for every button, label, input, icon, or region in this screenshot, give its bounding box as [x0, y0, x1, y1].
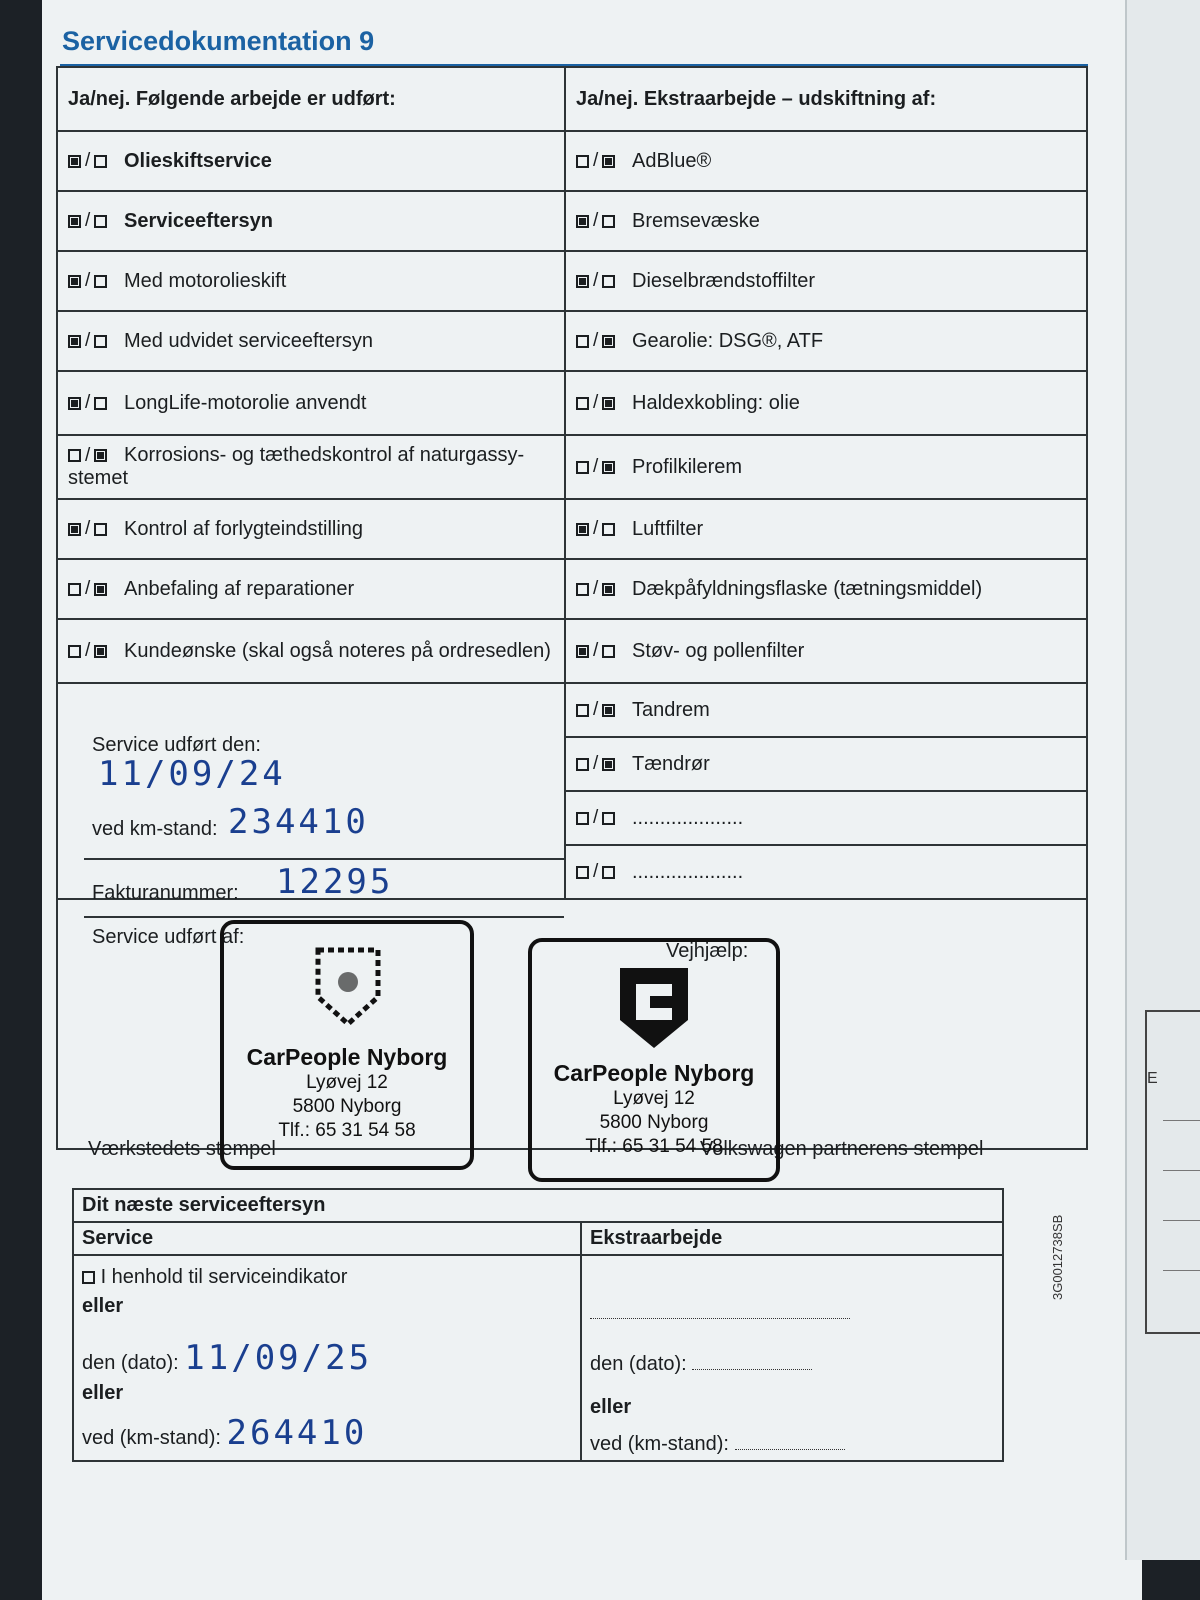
left-item-no-checkbox[interactable] — [94, 645, 107, 658]
left-item-yes-checkbox[interactable] — [68, 215, 81, 228]
slash-separator: / — [593, 150, 599, 172]
right-item-no-checkbox[interactable] — [602, 215, 615, 228]
left-item-label: Serviceeftersyn — [124, 209, 273, 232]
right-item-label: Profilkilerem — [632, 455, 743, 478]
adjacent-page-letter: E — [1147, 1070, 1158, 1087]
right-item-no-checkbox[interactable] — [602, 866, 615, 879]
left-item-label: Med motorolieskift — [124, 269, 287, 292]
slash-separator: / — [593, 699, 599, 721]
left-item-no-checkbox[interactable] — [94, 523, 107, 536]
left-item-yes-checkbox[interactable] — [68, 449, 81, 462]
right-item-no-checkbox[interactable] — [602, 397, 615, 410]
left-item-label: LongLife-motorolie anvendt — [124, 391, 367, 414]
right-item-no-checkbox[interactable] — [602, 583, 615, 596]
slash-separator: / — [593, 330, 599, 352]
slash-separator: / — [85, 578, 91, 600]
table-row — [57, 191, 1087, 251]
left-item-yes-checkbox[interactable] — [68, 397, 81, 410]
right-item-no-checkbox[interactable] — [602, 812, 615, 825]
right-item-yes-checkbox[interactable] — [576, 758, 589, 771]
right-item-no-checkbox[interactable] — [602, 155, 615, 168]
km-value: 234410 — [228, 802, 369, 842]
right-item — [565, 845, 1087, 899]
stamp-city: 5800 Nyborg — [599, 1112, 709, 1133]
slash-separator: / — [85, 640, 91, 662]
left-item-label: Kundeønske (skal også noteres på ordresedlen) — [124, 639, 551, 662]
next-service-col-left: Service — [73, 1222, 581, 1255]
left-item-no-checkbox[interactable] — [94, 335, 107, 348]
left-item-yes-checkbox[interactable] — [68, 523, 81, 536]
right-item-label: AdBlue® — [632, 149, 712, 172]
left-item — [57, 371, 565, 435]
slash-separator: / — [85, 444, 91, 466]
slash-separator: / — [85, 330, 91, 352]
right-item-no-checkbox[interactable] — [602, 461, 615, 474]
right-item-label: Luftfilter — [632, 517, 704, 540]
adjacent-page-frame — [1145, 1010, 1200, 1334]
left-item-yes-checkbox[interactable] — [68, 155, 81, 168]
right-item-yes-checkbox[interactable] — [576, 155, 589, 168]
right-item-label: Bremsevæske — [632, 209, 760, 232]
right-item-yes-checkbox[interactable] — [576, 812, 589, 825]
left-item-no-checkbox[interactable] — [94, 215, 107, 228]
slash-separator: / — [85, 518, 91, 540]
stamp-street: Lyøvej 12 — [306, 1072, 388, 1093]
or-label: eller — [82, 1295, 124, 1317]
right-item-no-checkbox[interactable] — [602, 275, 615, 288]
shield-logo-icon — [308, 942, 388, 1032]
table-row — [57, 499, 1087, 559]
right-item — [565, 311, 1087, 371]
right-or-label: eller — [590, 1396, 632, 1418]
left-item-yes-checkbox[interactable] — [68, 645, 81, 658]
workshop-stamp — [220, 920, 474, 1170]
slash-separator: / — [85, 270, 91, 292]
slash-separator: / — [593, 807, 599, 829]
stamp-street: Lyøvej 12 — [613, 1088, 695, 1109]
right-item-no-checkbox[interactable] — [602, 704, 615, 717]
document-code: 3G0012738SB — [1050, 1214, 1065, 1300]
roadside-label: Vejhjælp: — [666, 940, 749, 962]
next-service-right-cell — [581, 1255, 1003, 1461]
left-item-no-checkbox[interactable] — [94, 275, 107, 288]
table-row — [57, 131, 1087, 191]
right-item-yes-checkbox[interactable] — [576, 523, 589, 536]
right-item-label: .................... — [632, 806, 744, 829]
next-km-value: 264410 — [226, 1413, 368, 1453]
right-item — [565, 131, 1087, 191]
next-service-left-cell — [73, 1255, 581, 1461]
slash-separator: / — [593, 456, 599, 478]
right-item-yes-checkbox[interactable] — [576, 866, 589, 879]
right-item-yes-checkbox[interactable] — [576, 335, 589, 348]
service-date-label: Service udført den: — [92, 734, 261, 756]
right-item-label: Tændrør — [632, 752, 710, 775]
left-item-no-checkbox[interactable] — [94, 155, 107, 168]
right-date-label: den (dato): — [590, 1353, 687, 1375]
indicator-checkbox[interactable] — [82, 1271, 95, 1284]
right-item-label: .................... — [632, 860, 744, 883]
invoice-label: Fakturanummer: — [92, 882, 239, 904]
slash-separator: / — [593, 518, 599, 540]
right-item — [565, 435, 1087, 499]
left-item — [57, 559, 565, 619]
right-item-yes-checkbox[interactable] — [576, 645, 589, 658]
left-item-yes-checkbox[interactable] — [68, 275, 81, 288]
right-item-yes-checkbox[interactable] — [576, 583, 589, 596]
right-item-no-checkbox[interactable] — [602, 335, 615, 348]
left-item-no-checkbox[interactable] — [94, 583, 107, 596]
stamp-phone: Tlf.: 65 31 54 58 — [585, 1136, 723, 1157]
left-item-label: Anbefaling af reparationer — [124, 577, 355, 600]
right-item-label: Tandrem — [632, 698, 710, 721]
carpeople-logo-icon — [614, 962, 694, 1054]
right-item — [565, 559, 1087, 619]
slash-separator: / — [593, 861, 599, 883]
right-item-yes-checkbox[interactable] — [576, 397, 589, 410]
right-item — [565, 371, 1087, 435]
left-item-label: Olieskiftservice — [124, 149, 272, 172]
right-column-header: Ja/nej. Ekstraarbejde – udskiftning af: — [565, 67, 1087, 131]
right-item-yes-checkbox[interactable] — [576, 704, 589, 717]
right-item-label: Gearolie: DSG®, ATF — [632, 329, 824, 352]
slash-separator: / — [593, 270, 599, 292]
left-item — [57, 311, 565, 371]
slash-separator: / — [85, 392, 91, 414]
left-item-label: Kontrol af forlygteindstilling — [124, 517, 364, 540]
right-item-yes-checkbox[interactable] — [576, 275, 589, 288]
slash-separator: / — [593, 640, 599, 662]
right-item-label: Haldexkobling: olie — [632, 391, 800, 414]
left-item-label: Korrosions- og tæthedskontrol af naturgassy-stemet — [68, 444, 525, 489]
left-item-yes-checkbox[interactable] — [68, 583, 81, 596]
adjacent-page — [1125, 0, 1200, 1560]
service-date-value: 11/09/24 — [98, 754, 286, 794]
left-item — [57, 251, 565, 311]
left-item-no-checkbox[interactable] — [94, 449, 107, 462]
partner-stamp-label: Volkswagen partnerens stempel — [700, 1138, 984, 1160]
left-item — [57, 131, 565, 191]
right-item — [565, 251, 1087, 311]
page-title: Servicedokumentation 9 — [62, 26, 375, 56]
left-item — [57, 435, 565, 499]
slash-separator: / — [85, 150, 91, 172]
right-item — [565, 619, 1087, 683]
left-column-header: Ja/nej. Følgende arbejde er udført: — [57, 67, 565, 131]
next-date-value: 11/09/25 — [184, 1338, 373, 1378]
next-date-label: den (dato): — [82, 1352, 179, 1374]
next-service-col-right: Ekstraarbejde — [581, 1222, 1003, 1255]
right-km-label: ved (km-stand): — [590, 1433, 729, 1455]
partner-stamp — [528, 938, 780, 1182]
right-item — [565, 683, 1087, 737]
right-item-no-checkbox[interactable] — [602, 523, 615, 536]
table-row — [57, 435, 1087, 499]
right-item-label: Dækpåfyldningsflaske (tætningsmiddel) — [632, 577, 983, 600]
right-item — [565, 791, 1087, 845]
stamp-city: 5800 Nyborg — [292, 1096, 402, 1117]
right-item-yes-checkbox[interactable] — [576, 461, 589, 474]
table-row — [57, 559, 1087, 619]
left-item-yes-checkbox[interactable] — [68, 335, 81, 348]
or-label: eller — [82, 1382, 124, 1404]
km-label: ved km-stand: — [92, 818, 218, 840]
next-service-title: Dit næste serviceeftersyn — [73, 1189, 1003, 1222]
left-item — [57, 619, 565, 683]
left-item-label: Med udvidet serviceeftersyn — [124, 329, 374, 352]
table-row — [57, 619, 1087, 683]
right-item-label: Dieselbrændstoffilter — [632, 269, 816, 292]
left-item-no-checkbox[interactable] — [94, 397, 107, 410]
invoice-value: 12295 — [276, 862, 394, 902]
right-item-no-checkbox[interactable] — [602, 645, 615, 658]
left-item — [57, 499, 565, 559]
right-item — [565, 737, 1087, 791]
next-service-table — [72, 1188, 1004, 1462]
workshop-stamp-label: Værkstedets stempel — [88, 1138, 276, 1160]
right-item-yes-checkbox[interactable] — [576, 215, 589, 228]
table-row — [57, 311, 1087, 371]
stamp-phone: Tlf.: 65 31 54 58 — [278, 1120, 416, 1141]
slash-separator: / — [85, 210, 91, 232]
table-row — [57, 371, 1087, 435]
left-item — [57, 191, 565, 251]
slash-separator: / — [593, 753, 599, 775]
slash-separator: / — [593, 578, 599, 600]
right-item-no-checkbox[interactable] — [602, 758, 615, 771]
stamp-name: CarPeople Nyborg — [553, 1060, 755, 1086]
indicator-label: I henhold til serviceindikator — [100, 1266, 348, 1288]
performed-by-label: Service udført af: — [92, 926, 245, 948]
slash-separator: / — [593, 392, 599, 414]
right-item-label: Støv- og pollenfilter — [632, 639, 805, 662]
stamp-name: CarPeople Nyborg — [246, 1044, 448, 1070]
right-item — [565, 499, 1087, 559]
right-item — [565, 191, 1087, 251]
next-km-label: ved (km-stand): — [82, 1427, 221, 1449]
slash-separator: / — [593, 210, 599, 232]
table-row — [57, 251, 1087, 311]
